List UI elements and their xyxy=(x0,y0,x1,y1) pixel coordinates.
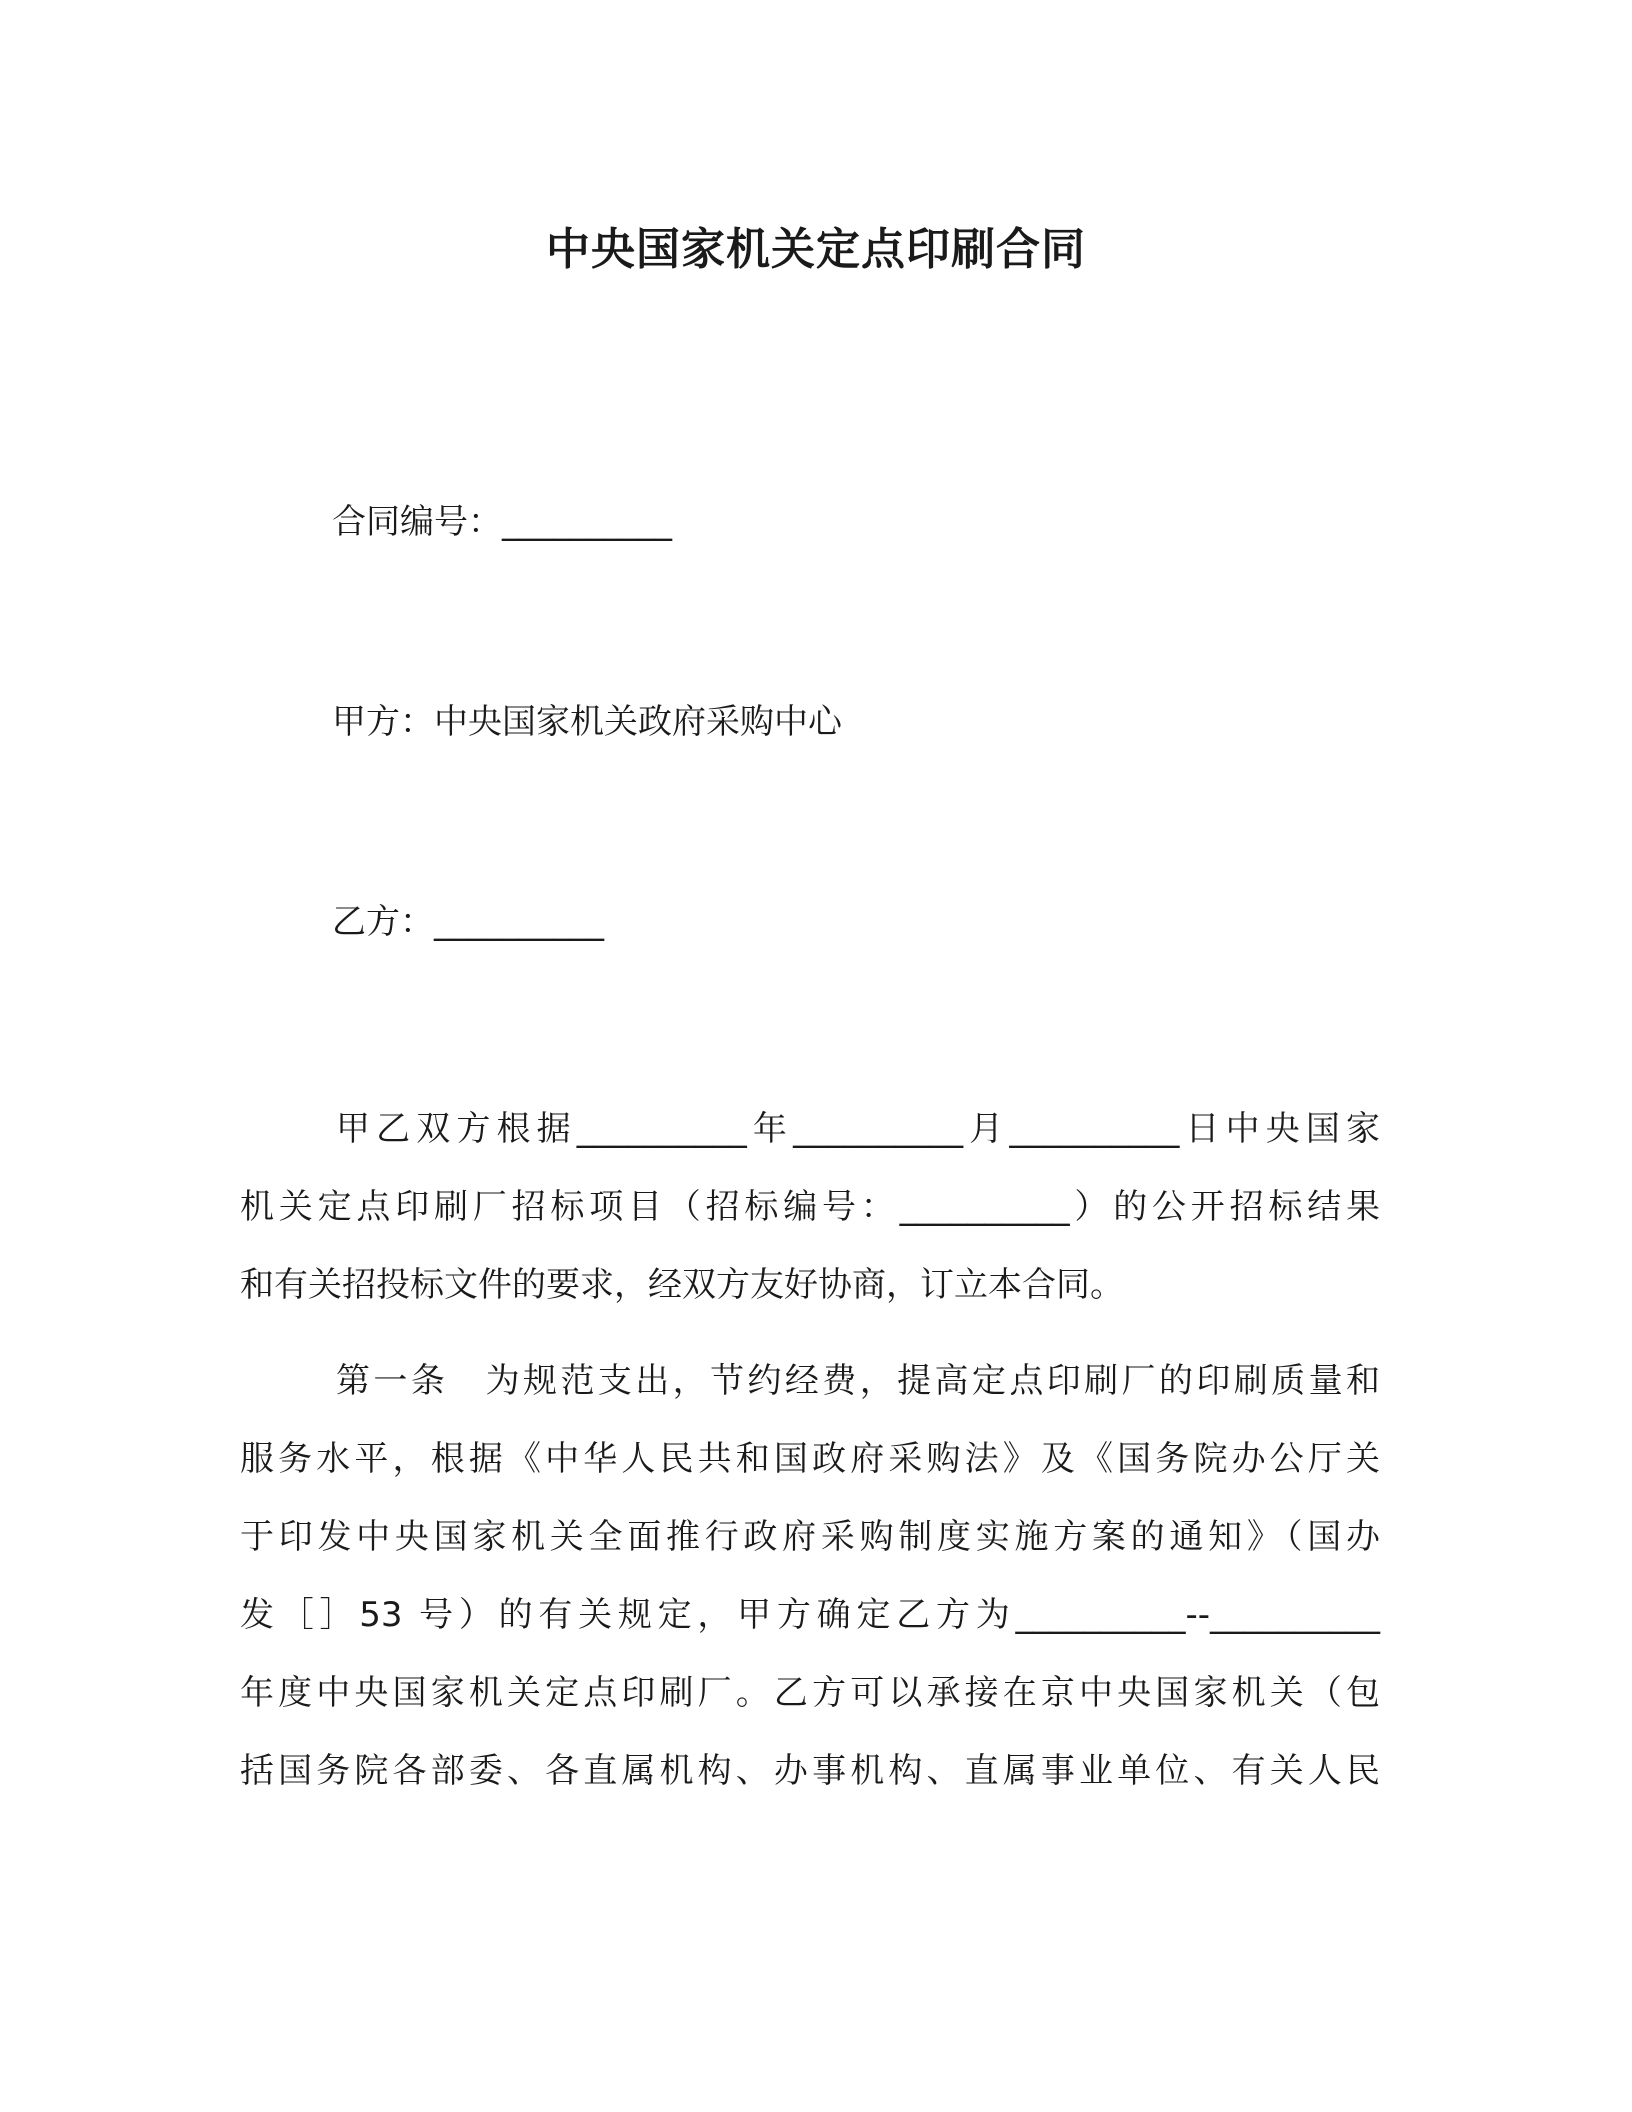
document-title: 中央国家机关定点印刷合同 xyxy=(546,224,1086,275)
paragraph-line: 和有关招投标文件的要求，经双方友好协商，订立本合同。 xyxy=(240,1265,1124,1305)
paragraph-line: 括国务院各部委、各直属机构、办事机构、直属事业单位、有关人民 xyxy=(240,1751,1380,1791)
paragraph-line: 年度中央国家机关定点印刷厂。乙方可以承接在京中央国家机关（包 xyxy=(240,1673,1380,1713)
paragraph-line: 发［］53 号）的有关规定，甲方确定乙方为__________--__________ xyxy=(240,1595,1380,1635)
paragraph-line: 机关定点印刷厂招标项目（招标编号：__________）的公开招标结果 xyxy=(240,1187,1380,1227)
contract-number-field: 合同编号：__________ xyxy=(332,502,672,542)
paragraph-preamble xyxy=(240,1090,1380,1324)
paragraph-article-1 xyxy=(240,1342,1380,1810)
party-a-field: 甲方：中央国家机关政府采购中心 xyxy=(332,702,842,742)
paragraph-line: 于印发中央国家机关全面推行政府采购制度实施方案的通知》（国办 xyxy=(240,1517,1380,1557)
paragraph-line: 甲乙双方根据__________年__________月__________日中央国家 xyxy=(336,1109,1380,1149)
paragraph-line: 服务水平，根据《中华人民共和国政府采购法》及《国务院办公厅关 xyxy=(240,1439,1380,1479)
party-b-field: 乙方：__________ xyxy=(332,902,604,942)
paragraph-line: 第一条 为规范支出，节约经费，提高定点印刷厂的印刷质量和 xyxy=(336,1361,1380,1401)
